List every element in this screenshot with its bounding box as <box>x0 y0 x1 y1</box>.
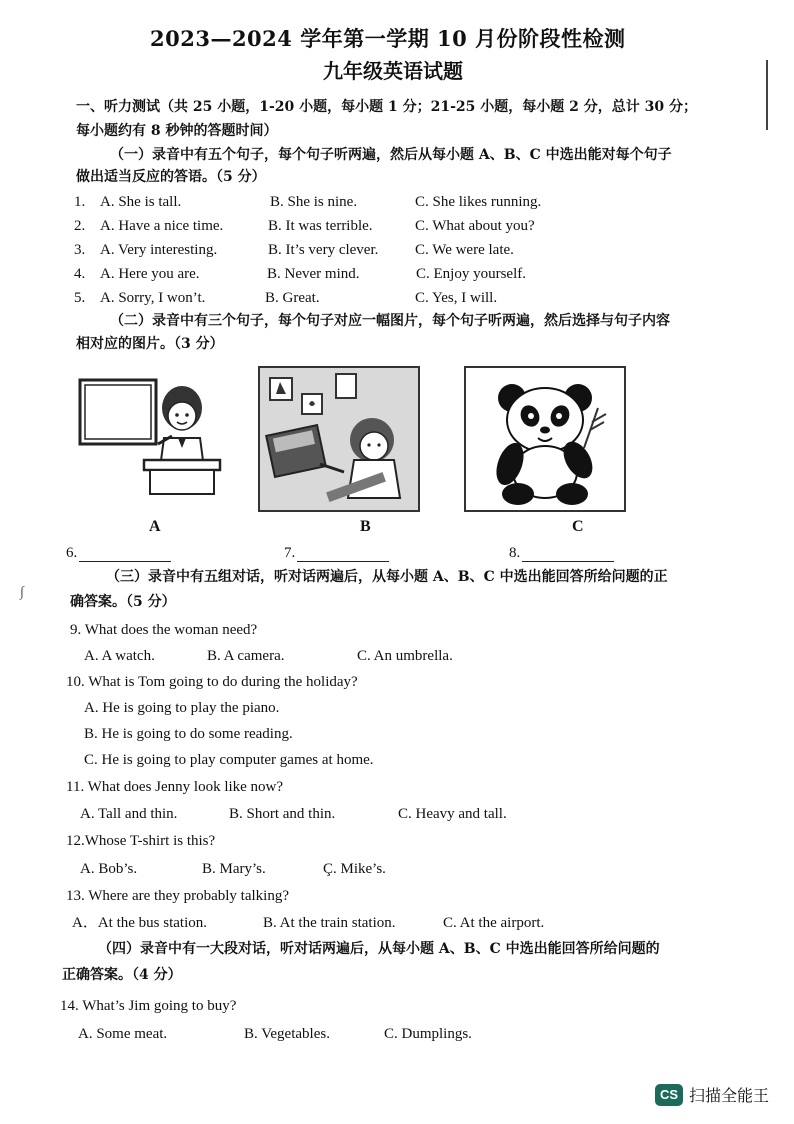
option-b: B. At the train station. <box>263 915 396 931</box>
option-c: C. What about you? <box>415 218 535 234</box>
option-a: A．At the bus station. <box>72 915 207 931</box>
option-a: A. She is tall. <box>100 194 182 210</box>
picture-label-b: B <box>360 518 371 535</box>
option-a: A. Here you are. <box>100 266 200 282</box>
option-b: B. Short and thin. <box>229 806 336 822</box>
picture-c-panda <box>464 366 626 512</box>
part2-instruction-cont: 相对应的图片。（3 分） <box>76 336 224 352</box>
part4-instruction-cont: 正确答案。（4 分） <box>62 967 182 983</box>
blank-number: 6. <box>66 545 78 561</box>
question-12: 12.Whose T-shirt is this? <box>66 833 216 849</box>
option-c: C. Enjoy yourself. <box>416 266 526 282</box>
option-a: A. A watch. <box>84 648 155 664</box>
answer-blank-7[interactable] <box>284 544 389 562</box>
question-14: 14. What’s Jim going to buy? <box>60 998 237 1014</box>
option-c: Ç. Mike’s. <box>323 861 386 877</box>
question-number: 1. <box>74 194 86 210</box>
option-a: A. Tall and thin. <box>80 806 178 822</box>
option-a: A. He is going to play the piano. <box>84 700 280 716</box>
option-a: A. Some meat. <box>78 1026 168 1042</box>
option-a: A. Very interesting. <box>100 242 218 258</box>
blank-line[interactable] <box>297 547 389 562</box>
exam-title: 2023—2024 学年第一学期 10 月份阶段性检测 <box>150 26 626 51</box>
question-13: 13. Where are they probably talking? <box>66 888 289 904</box>
part1-instruction-cont: 做出适当反应的答语。（5 分） <box>76 169 266 185</box>
section1-heading: 一、听力测试（共 25 小题，1-20 小题，每小题 1 分；21-25 小题，每小题 2 分，总计 30 分； <box>76 99 697 115</box>
part3-instruction: （三）录音中有五组对话，听对话两遍后，从每小题 A、B、C 中选出能回答所给问题的正 <box>106 569 668 585</box>
part4-instruction: （四）录音中有一大段对话，听对话两遍后，从每小题 A、B、C 中选出能回答所给问题的 <box>98 941 660 957</box>
exam-subtitle: 九年级英语试题 <box>323 59 463 83</box>
option-a: A. Bob’s. <box>80 861 138 877</box>
option-b: B. It was terrible. <box>268 218 373 234</box>
picture-b-piano <box>258 366 420 512</box>
option-b: B. It’s very clever. <box>268 242 379 258</box>
question-10: 10. What is Tom going to do during the holiday? <box>66 674 358 690</box>
option-c: C. She likes running. <box>415 194 542 210</box>
blank-line[interactable] <box>79 547 171 562</box>
blank-number: 8. <box>509 545 521 561</box>
question-number: 4. <box>74 266 86 282</box>
blank-line[interactable] <box>522 547 614 562</box>
option-c: C. At the airport. <box>443 915 545 931</box>
watermark-text: 扫描全能王 <box>689 1086 770 1105</box>
question-11: 11. What does Jenny look like now? <box>66 779 284 795</box>
picture-a-teacher <box>74 368 224 498</box>
scanner-watermark <box>655 1083 769 1106</box>
option-c: C. We were late. <box>415 242 514 258</box>
question-9: 9. What does the woman need? <box>70 622 258 638</box>
page-edge-mark <box>766 60 780 130</box>
answer-blank-6[interactable] <box>66 544 171 562</box>
picture-label-a: A <box>149 518 161 535</box>
camscanner-logo-icon: CS <box>655 1084 683 1106</box>
answer-blank-8[interactable] <box>509 544 614 562</box>
option-c: C. An umbrella. <box>357 648 453 664</box>
section1-heading-cont: 每小题约有 8 秒钟的答题时间） <box>76 123 278 139</box>
question-number: 3. <box>74 242 86 258</box>
option-b: B. Vegetables. <box>244 1026 330 1042</box>
picture-label-c: C <box>572 518 584 535</box>
option-b: B. She is nine. <box>270 194 358 210</box>
option-b: B. He is going to do some reading. <box>84 726 293 742</box>
part1-instruction: （一）录音中有五个句子，每个句子听两遍，然后从每小题 A、B、C 中选出能对每个句子 <box>110 147 672 163</box>
option-b: B. A camera. <box>207 648 285 664</box>
option-c: C. Yes, I will. <box>415 290 498 306</box>
option-a: A. Have a nice time. <box>100 218 224 234</box>
option-c: C. Dumplings. <box>384 1026 472 1042</box>
option-b: B. Never mind. <box>267 266 360 282</box>
blank-number: 7. <box>284 545 296 561</box>
option-c: C. Heavy and tall. <box>398 806 507 822</box>
option-c: C. He is going to play computer games at home. <box>84 752 374 768</box>
question-number: 2. <box>74 218 86 234</box>
question-number: 5. <box>74 290 86 306</box>
option-b: B. Mary’s. <box>202 861 266 877</box>
part2-instruction: （二）录音中有三个句子，每个句子对应一幅图片，每个句子听两遍，然后选择与句子内容 <box>110 313 670 329</box>
option-b: B. Great. <box>265 290 320 306</box>
option-a: A. Sorry, I won’t. <box>100 290 206 306</box>
part3-instruction-cont: 确答案。（5 分） <box>70 594 176 610</box>
margin-mark: ∫ <box>20 585 24 600</box>
